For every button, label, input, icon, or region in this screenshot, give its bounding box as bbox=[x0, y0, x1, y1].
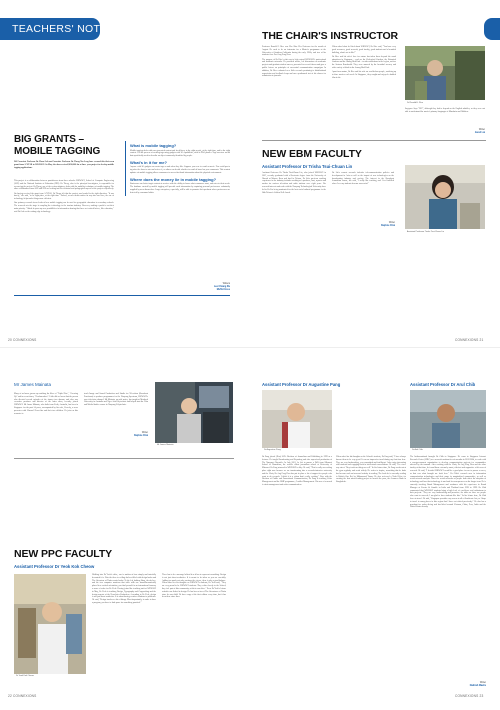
subtitle-chib: Assistant Professor Dr Arul Chib bbox=[410, 382, 476, 387]
james-col-1: Many of us know grown up watching the likes of "Triple Nine", "Growing Up" and in recent times, "Peachmeadow". Little did we know that the person who directed several episodes of the former two dramas, and who was executive producer and director of the latter show, recently joined WKWSCI. Mr James Mainata, who hails from Perth, Australia, has been in Singapore for the past 14 years, accompanied by his wife, Beverly, a news presenter with Channel NewsAsia and their two children. He joins us this semester to bbox=[14, 393, 78, 415]
pang-col-1: Dr Pang joined (Hon) SCI's Division of Journalism and Publishing in 1999 as a lecturer. He taught Broadcasting and Reporting and also supervised production of The Nanyang Chronicle. In July 2001, he left to pursue a PhD from Missouri School of Journalism, the world's oldest journalism school at University of Missouri. Dr Pang returned to WKWSCI in July. He said, "This is really an exciting place right now because we are transforming into a research-intensive university and the Chair, Dr Ang Peng Hwa has put in place a lot of support for people who want to do research. I think it is a vision that's really exciting." Now with the Division of Public and Promotional Communication, Dr Pang is teaching Crisis Management and the BMP programme, Conflict Management. His area of research is crisis management and crisis communication. bbox=[262, 456, 332, 486]
article-title-chair: THE CHAIR'S INSTRUCTOR bbox=[262, 30, 399, 42]
byline-name: Nadirah Maelis bbox=[469, 685, 486, 687]
header-tab-right bbox=[484, 18, 500, 40]
sidebar-text: Businesses can better target content at services with the ability to know what consumers want, and cater to their needs. The database created by mobile tagging will provide such information by capturing personal preferences voluntarily supplied by users themselves. Large enterprises, especially, will be able to promote their products where preferences are detected by consumer habits. bbox=[130, 183, 230, 194]
paragraph: Apart from nature, Dr Rice and his wife are world-class people, watching up to three movies each week. In Singapore, they caught and enjoyed a dubbed film in the bbox=[332, 71, 396, 79]
photo-ronald-rice bbox=[405, 46, 485, 100]
sidebar-heading: What is mobile tagging? bbox=[130, 143, 177, 148]
photo-caption: Dr Arul Chib bbox=[412, 449, 423, 451]
page-folio: 20 CONNEXIONS bbox=[8, 338, 37, 342]
section-header: TEACHERS' NOTES bbox=[12, 23, 115, 35]
paragraph: This project is a collaboration between practitioners from three schools: WKWSCI, School of Computer Engineering (SCE) and the National Institute of Education (NIE). Dr Theng, who is the principal investigator, is responsible for overseeing the project. Dr Theng, one of the co-investigators, deals with the usability techniques of mobile tagging. The other collaborators from SCE and NIE are looking into the technical and pedagogical aspects of the project respectively. bbox=[14, 180, 114, 191]
article-body-left bbox=[14, 180, 114, 215]
byline-label: Writer bbox=[478, 129, 485, 131]
spread-gap bbox=[0, 347, 500, 348]
photo-caption: Assistant Professor Trisha Tsui-Chuan Lin bbox=[407, 231, 445, 233]
profile-label-james: Mr James Mainata bbox=[14, 382, 52, 387]
photo-caption: Dr Yeok Kok Cheow bbox=[16, 675, 34, 677]
photo-arul-chib-image bbox=[410, 390, 486, 448]
sidebar-heading: Where does the money lie in mobile tagging? bbox=[130, 176, 217, 182]
byline-label: Writers bbox=[222, 283, 230, 285]
article-title-ebm: NEW EBM FACULTY bbox=[262, 148, 362, 160]
byline-name: Daphne Chai bbox=[380, 225, 395, 227]
photo-ronald-rice-image bbox=[405, 46, 485, 100]
pang-col-2: When asked for his thoughts on the School's students, Dr Pang said, "I have always known them to be very good. It was an impressive trend during my first time here. They are very hardworking, very committed and intelligent. I also enjoy interacting with students and engaging them in intellectual conversations. He said, "It's a two-way street. They teach me things as well." In his leisure time, Dr Pang works out at the gym regularly and reads widely. He writes to inspire, something that he finds has become such an increased activity in reading. The book he is currently reading is Rubin's One Bet by Muhammed Yunus. He also reviewed a Nobel Prize for creating the first micro-lending project to benefit the poor, the Grameen Bank in Bangladesh. bbox=[336, 456, 406, 484]
article-title-ppc: NEW PPC FACULTY bbox=[14, 548, 113, 560]
photo-augustine-pang bbox=[262, 390, 332, 448]
james-col-2: teach Image and Sound Production and Studio for Television (Broadcast Practicum) to produce programmes for the Nanyang Spectrum, WKWSCI's own television channel. Mr Mainata, an avid surfer, has taught at Murdoch University in Australia and Ngee Ann Polytechnic and helped start the Film and Media Studies course in Nanyang Polytechnic. bbox=[84, 393, 148, 407]
photo-yeok-kok-cheow bbox=[14, 574, 86, 674]
page-folio: CONNEXIONS 21 bbox=[455, 338, 484, 342]
sidebar-heading: What's in it for me? bbox=[130, 159, 167, 165]
byline-name: Daphne Chai bbox=[133, 435, 148, 437]
rice-side-text: Sugoyan. Says "N07", although they had to depend on the English subtitles, as they were not able to understand the movie's primary languages of Mandarin and Hokkien. bbox=[405, 108, 485, 113]
subtitle-pang: Assistant Professor Dr Augustine Pang bbox=[262, 382, 341, 387]
page-folio: CONNEXIONS 23 bbox=[455, 694, 484, 698]
byline-names: Lee Chiang Ru Muffet Goss bbox=[213, 286, 230, 291]
chair-col-1 bbox=[262, 46, 326, 80]
sidebar-text: Mobile tagging deals with user-generated content and its delivery to the right people, at the right time, and in the right context. It is the process of creating tags using gadgets with 3G capabilities, such as PDA phones. Tags can store useful data specifically used to describe an object commonly identified by people. bbox=[130, 149, 230, 158]
paragraph: On having received the grant from A*STAR, Dr Theng felt that the project was headed in the right direction. "It was timely," she said, "to be right place, at the right time". Indeed, as new media makes its way into our lives, the use of technology helps make things more efficient. bbox=[14, 192, 114, 201]
sidebar-text: Anyone with 3G gadgets can create tags as and when they like. Suppose you were to watch a movie. You could post a tag after the show to rate and review it, so others can decide whether to watch it based on your comments. This content updates via mobile tagging allows consumers to access first hand information about the physical environment. bbox=[130, 166, 230, 174]
paragraph: One primary research focus looks at how mobile tagging can be used for geographic education in secondary schools. The research sets the stage in coupling the technology to the tourism industry. However, making a profit is not their main priority. "I think it opens up new possibilities in information sharing that have not existed before, like education," said Dr Goh on the cutting edge technology. bbox=[14, 202, 114, 213]
subtitle-yeok: Assistant Professor Dr Yeok Kok Cheow bbox=[14, 564, 95, 569]
chair-col-2 bbox=[332, 46, 396, 81]
article-intro: DSI Associate Professor Dr Flora Goh and Associate Professor Dr Theng Yin Leng have secured this their own grant from A*STAR to WKWSCI. In May, the duo received $650,000 for a three year project to develop mobile tagging applications. bbox=[14, 161, 114, 169]
chib-col: The Indian-national brought Dr Chib to Singapore. He came to Singapore Internet Research Centre (SIRC) as a research assistant for six months in 2003/2004, to work with a non-government organisation to develop communication projects for communities affected by the tsunami. After working with the Chair, Dr Ang Peng Hwa and the other faculty at that time, he found them extremely smart, efficient and supportive of his area of research. He said, "I decided WKWSCI would be a good place for me to pursue a career, as that was what brought me back here." Dr Chib's research area in information communication technologies and their usage in marginalised communities, as well as social network analysis. Since the social networks of people both affect the adoption of technology and how that technology is used and its consequences on the longer term. He is currently teaching Brand Management and continues with his experience in Brand Manager at Procter & Gamble in India and Thailand from 1995 to 1999. Dr Chib commented that WKWSCI students bring a high level of excellence and enthusiasm to their projects. "They are very hardworking and proactive; the talks are there are people who want to succeed; I am glad to have students like this." In his leisure time, Dr Chib loves to travel. He said, "Singapore provides easy access to all of Southeast Asia, so I hope to travel to many places in this region that I have not visited previously." He also has a penchant for scuba diving and has hiked around Vietnam, China, Peru, India and the United States already. bbox=[410, 456, 486, 509]
article-title-big-grants: BIG GRANTS – MOBILE TAGGING bbox=[14, 134, 101, 157]
subtitle-ebm: Assistant Professor Dr Trisha Tsui-Chuan Lin bbox=[262, 164, 353, 169]
byline-james bbox=[98, 432, 148, 438]
photo-trisha-lin bbox=[405, 165, 485, 229]
photo-james-mainata bbox=[155, 382, 233, 443]
photo-yeok-kok-cheow-image bbox=[14, 574, 86, 674]
byline-name: Jared Lai bbox=[474, 132, 485, 134]
photo-caption: Dr Ronald E. Rice bbox=[407, 102, 424, 104]
photo-trisha-lin-image bbox=[405, 165, 485, 229]
photo-caption: Mr James Mainata bbox=[157, 444, 174, 446]
sidebar-faq bbox=[125, 141, 230, 196]
byline-label: Writer bbox=[141, 432, 148, 434]
yeok-col-1: Walking into Dr Yeok's office, one is smitten at how simply and tastefully decorated it is. Note the three to ceiling shelves filled with design books and The Adventure of Tintin comic books. To the left, bathing Sting, the shelves, and the two computer monitors that table with one monochromatically placed in a vertical orientation, you find yourself in an international faraway a sense of order for Dr Yeok. Having joined the teaching staff at WKWSCI in May, Dr Yeok is teaching Design, Typography and Copywriting and the design aspects of the Newsletter Production. According to Dr Yeok, design is not just about aesthetics. It is about having creative solutions to problems. He said, "Design involves a lot of things. Most importantly, in order to have a program, you have to find space for something practical." bbox=[92, 574, 156, 604]
paragraph: Dr Rice and his wife's love for nature has taken them beyond the usual attractions in Singapore – such as the Zoological Gardens, the Botanical Gardens and the Jurong Bird Park – to other attractions in the region, such as the Sentosa Boardwalk. They were amazed by the beautiful scenery and wide variety of birds in the Jurong Bird Park. bbox=[332, 55, 397, 69]
byline-pang-chib bbox=[430, 682, 486, 688]
byline-label: Writer bbox=[388, 222, 395, 224]
paragraph: When asked what he liked about WKWSCI, Dr Rice said, "You have very good resources, good research, good faculty, good students and a beautiful building, what's not to like?" bbox=[332, 46, 396, 54]
yeok-col-2: There has to be a message behind it as it has to represent something. Design is not just about aesthetics. It is meant to be taken as you are carefully. Adding too much not only confuses the viewer, there is also a good balance. When asked for his thoughts on WKWSCI's students, Dr Yeok said, "They are very proud to be WKWSCI students. They relate closely to the School; they feel part of this community; at their own drive." Even Dr Yeok's leisure activities are linked to design. He has been a fan of The Adventures of Tintin since he was child. He has a copy of the first edition every time, but it has been there since then. bbox=[162, 574, 226, 599]
ebm-col-2: Dr Lin's current research includes telecommunication policies and development in Asia as well as the impact of new technologies on the broadcasting industry and society. The interest in the Broadcast Journalism course, she said, "I really like teaching, and I feel fulfilled when I see my students become successful." bbox=[332, 172, 394, 186]
ebm-col-1: Assistant Professor Dr Trisha Tsui-Chuan Lin, who joined WKWSCI in 2007, recently graduated with a Doctorate degree from the University of Hawaii at Manoa. Born and bred in Taiwan, Dr Lin's previous working experience in the industry includes working as a producer, host, reporter and anchor for various television and radio stations over eight years. Her research interests and work with the Nanyang Technological University have led to Dr Lin being nominated for the best social cultural programme in the 34th Taiwan's Golden Bell Award. bbox=[262, 172, 326, 194]
divider bbox=[262, 140, 486, 141]
page-folio: 22 CONNEXIONS bbox=[8, 694, 37, 698]
photo-james-mainata-image bbox=[155, 382, 233, 443]
byline-label: Writer bbox=[479, 682, 486, 684]
photo-caption: Dr Augustine Pang bbox=[264, 449, 281, 451]
byline-chair bbox=[430, 129, 485, 135]
byline-ebm bbox=[345, 222, 395, 228]
paragraph: Professor Ronald E. Rice was Wee Kim Wee Professor for the month of August. He used to be an instructor for a Master's programme at the University of Southern California during the early 1980s, and two of his students were Prof Ang Peng Hwa. bbox=[262, 46, 326, 57]
photo-augustine-pang-image bbox=[262, 390, 332, 448]
divider bbox=[14, 458, 234, 459]
divider bbox=[14, 295, 230, 296]
photo-arul-chib bbox=[410, 390, 486, 448]
paragraph: The purpose of Dr Rice's visit was to help extend WKWSCI's professional and academic networks. He provided advice, led discussions on academic projects and graduate student careers, presented to several classes and gave a public lecture on principles of successful communication campaigns. In addition, Dr Rice evaluated on a little research pertaining to distributional supervision and feedback loops and ran a postlaunch test of his classes for submission to journals. bbox=[262, 58, 326, 78]
byline-left bbox=[180, 283, 230, 292]
